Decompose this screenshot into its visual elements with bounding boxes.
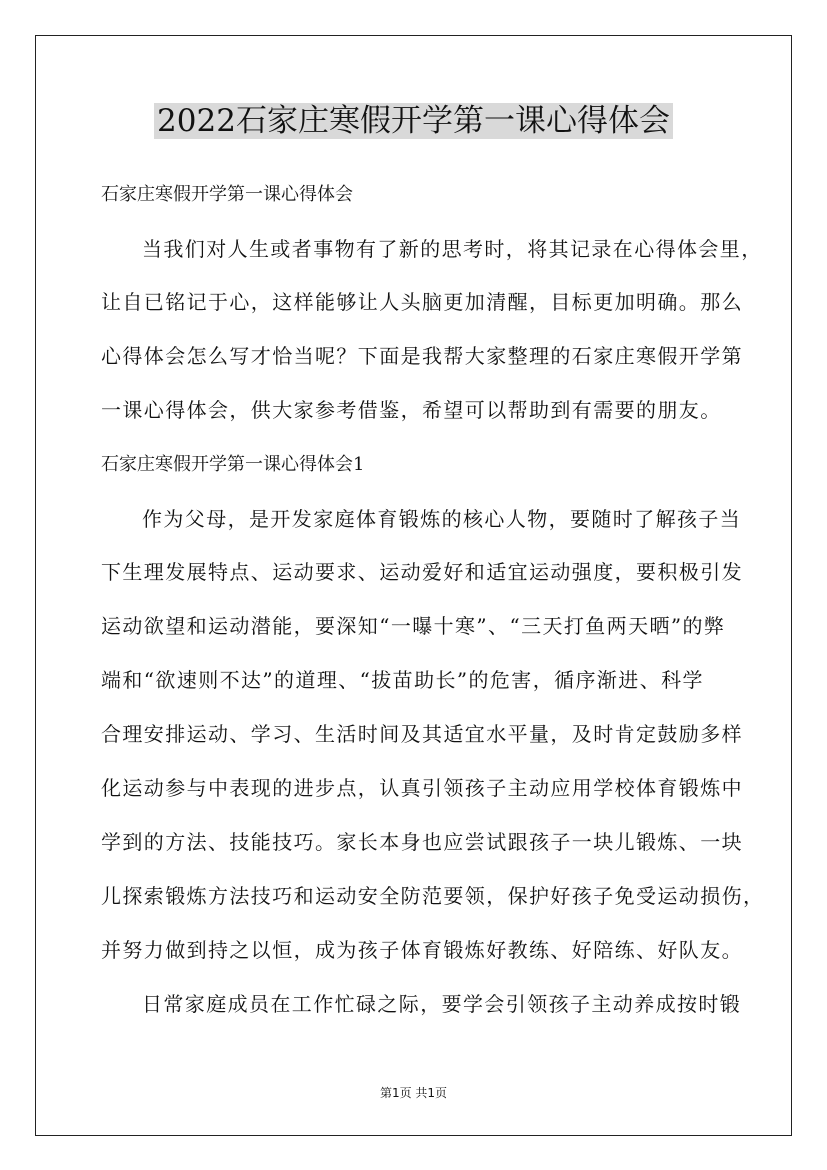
page-footer: 第1页 共1页 bbox=[379, 1086, 448, 1100]
body-line: 学到的方法、技能技巧。家长本身也应尝试跟孩子一块儿锻炼、一块 bbox=[101, 830, 743, 854]
body-line: 合理安排运动、学习、生活时间及其适宜水平量，及时肯定鼓励多样 bbox=[101, 722, 743, 746]
body-line: 儿探索锻炼方法技巧和运动安全防范要领，保护好孩子免受运动损伤， bbox=[101, 884, 765, 908]
section-heading: 石家庄寒假开学第一课心得体会1 bbox=[101, 454, 365, 475]
intro-line: 当我们对人生或者事物有了新的思考时，将其记录在心得体会里， bbox=[142, 237, 763, 261]
intro-line: 让自已铭记于心，这样能够让人头脑更加清醒，目标更加明确。那么 bbox=[101, 290, 743, 314]
body-line: 运动欲望和运动潜能，要深知“一曝十寒”、“三天打鱼两天晒”的弊 bbox=[101, 614, 726, 638]
body-line: 并努力做到持之以恒，成为孩子体育锻炼好教练、好陪练、好队友。 bbox=[101, 938, 743, 962]
intro-line: 一课心得体会，供大家参考借鉴，希望可以帮助到有需要的朋友。 bbox=[101, 398, 722, 422]
body-line: 下生理发展特点、运动要求、运动爱好和适宜运动强度，要积极引发 bbox=[101, 560, 743, 584]
body-line: 作为父母，是开发家庭体育锻炼的核心人物，要随时了解孩子当 bbox=[142, 507, 742, 531]
body-line: 化运动参与中表现的进步点，认真引领孩子主动应用学校体育锻炼中 bbox=[101, 776, 743, 800]
document-title-text: 2022石家庄寒假开学第一课心得体会 bbox=[154, 103, 673, 139]
body-line: 日常家庭成员在工作忙碌之际，要学会引领孩子主动养成按时锻 bbox=[142, 992, 742, 1016]
document-subtitle: 石家庄寒假开学第一课心得体会 bbox=[101, 184, 353, 205]
intro-line: 心得体会怎么写才恰当呢？下面是我帮大家整理的石家庄寒假开学第 bbox=[101, 344, 743, 368]
document-title bbox=[0, 98, 827, 144]
body-line: 端和“欲速则不达”的道理、“拔苗助长”的危害，循序渐进、科学 bbox=[101, 668, 704, 692]
